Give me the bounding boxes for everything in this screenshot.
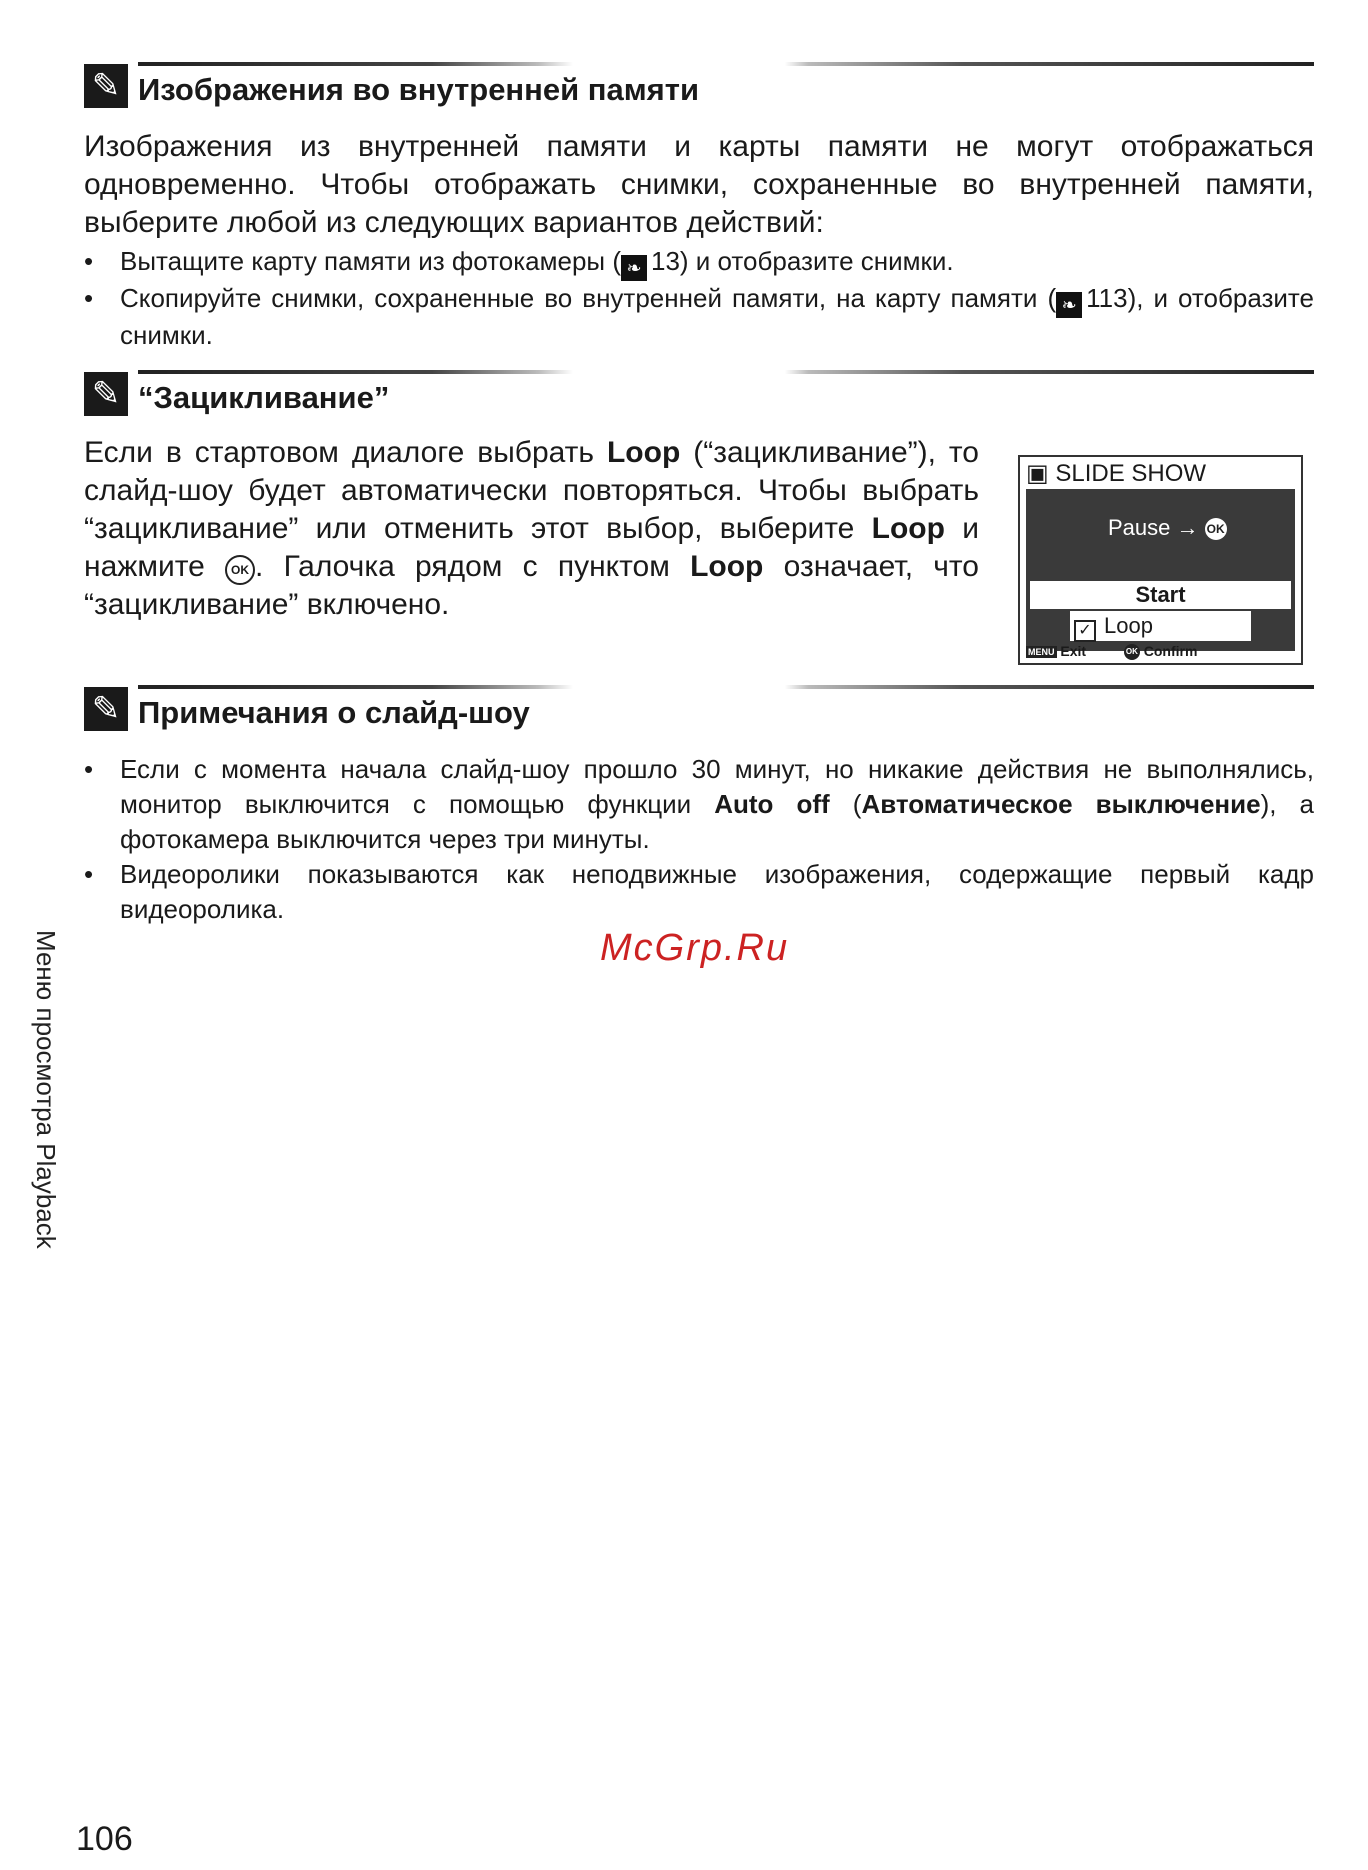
page-reference: 113 [1086,283,1128,313]
ok-icon: OK [1205,518,1227,540]
section-heading: Примечания о слайд-шоу [138,695,530,730]
book-reference-icon: ❧ [1056,292,1082,318]
loop-term: Loop [871,512,945,545]
auto-off-term: Auto off [714,789,830,819]
note-pencil-icon: ✎ [84,372,128,416]
loop-option-label: Loop [1104,613,1153,638]
heading-rule [138,370,1314,374]
text: и нажмите [84,512,979,583]
bullet-list [84,752,1314,927]
dialog-title [1026,459,1206,488]
book-reference-icon: ❧ [621,255,647,281]
ok-button-icon: OK [225,555,255,585]
loop-term: Loop [690,550,764,583]
bullet-text: Видеоролики показываются как неподвижные изображения, содержащие первый кадр видеоролика. [120,859,1314,924]
paragraph: Изображения из внутренней памяти и карты памяти не могут отображаться одновременно. Чтобы отображать снимки, сохраненные во внутренней памяти, выберите любой из следующих вариантов действий: [84,130,1314,239]
bullet-text: Вытащите карту памяти из фотокамеры ( [120,246,621,276]
bullet-list [84,244,1314,353]
text: означает, что “зацикливание” включено. [84,550,979,621]
list-item [84,857,1314,927]
paragraph [84,434,979,624]
note-pencil-icon: ✎ [84,64,128,108]
dialog-title-text: SLIDE SHOW [1055,460,1207,487]
section-heading: “Зацикливание” [138,380,390,415]
section-heading: Изображения во внутренней памяти [138,72,700,107]
loop-term: Loop [606,436,681,469]
exit-label: Exit [1060,643,1087,659]
loop-option[interactable] [1070,611,1251,641]
watermark: McGrp.Ru [600,927,790,969]
dialog-panel [1026,489,1295,651]
list-item [84,281,1314,353]
confirm-label: Confirm [1143,643,1198,659]
bullet-text: ), и отобразите снимки. [120,283,1315,350]
start-option[interactable]: Start [1030,581,1291,609]
section-internal-memory-body [84,128,1314,353]
slide-show-dialog [1018,455,1303,665]
text: Если в стартовом диалоге выбрать [84,436,607,469]
section-slideshow-notes-body [84,752,1314,927]
bullet-text: ) и отобразите снимки. [679,246,954,276]
pause-hint [1108,515,1227,541]
text: . Галочка рядом с пунктом [255,550,691,583]
bullet-text: ( [829,789,862,819]
ok-icon: OK [1124,644,1140,660]
page-reference: 13 [650,246,680,276]
list-item [84,244,1314,281]
text: (“зацикливание”), то слайд-шоу будет автоматически повторяться. Чтобы выбрать “зацикливание” или отменить этот выбор, выберите [84,436,979,545]
section-loop-body [84,434,979,624]
note-pencil-icon: ✎ [84,687,128,731]
slide-show-icon: ▣ [1026,460,1056,487]
page-number: 106 [76,1820,133,1858]
heading-rule [138,685,1314,689]
bullet-text: ), а фотокамера выключится через три минуты. [120,789,1314,854]
bullet-text: Если с момента начала слайд-шоу прошло 30 минут, но никакие действия не выполнялись, монитор выключится с помощью функции [120,754,1314,819]
pause-label: Pause → [1108,515,1199,540]
heading-rule [138,62,1314,66]
checkbox-checked-icon[interactable]: ✓ [1074,620,1096,642]
auto-off-term-ru: Автоматическое выключение [861,789,1261,819]
side-tab-label: Меню просмотра Playback [31,930,61,1249]
bullet-text: Скопируйте снимки, сохраненные во внутренней памяти, на карту памяти ( [120,283,1057,313]
menu-button-icon: MENU [1028,647,1055,657]
list-item [84,752,1314,857]
dialog-footer [1026,643,1295,661]
